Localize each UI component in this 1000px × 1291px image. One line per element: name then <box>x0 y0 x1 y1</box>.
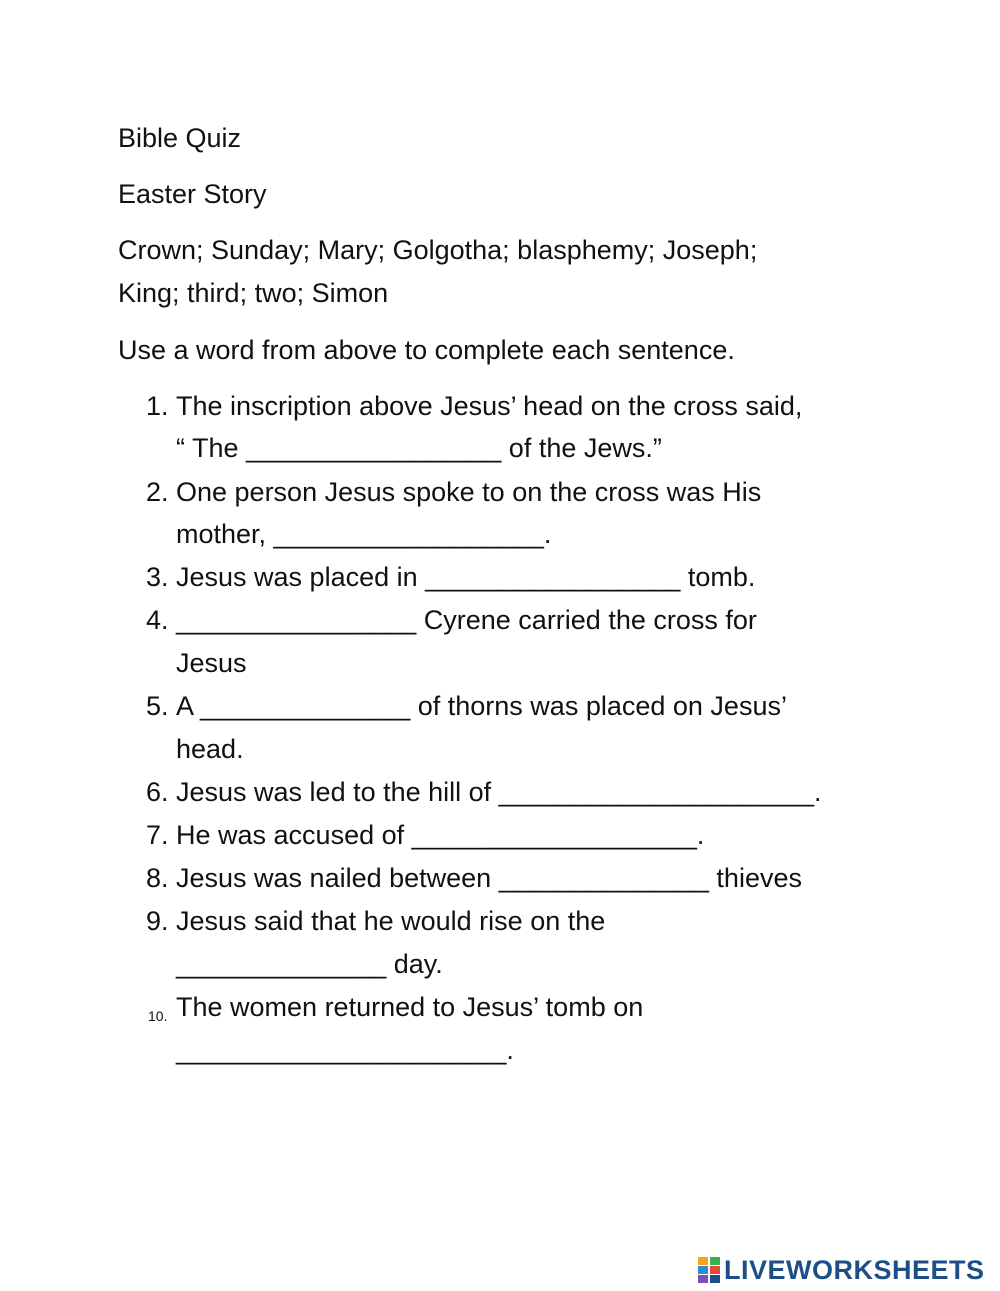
question-number: 5. <box>146 691 169 721</box>
question-text: Jesus was placed in _________________ tomb. <box>176 562 756 592</box>
liveworksheets-logo-text: LIVEWORKSHEETS <box>724 1254 985 1285</box>
question-text: Jesus was nailed between ______________ thieves <box>176 863 802 893</box>
instructions: Use a word from above to complete each sentence. <box>118 335 735 365</box>
question-number: 8. <box>146 863 169 893</box>
question-text: The women returned to Jesus’ tomb on <box>176 992 644 1022</box>
liveworksheets-logo-icon <box>698 1257 720 1283</box>
question-number: 1. <box>146 391 169 421</box>
question-text: A ______________ of thorns was placed on Jesus’ <box>176 691 787 721</box>
liveworksheets-logo <box>698 1255 985 1285</box>
question-text: Jesus was led to the hill of _____________________. <box>176 777 822 807</box>
question-number: 2. <box>146 477 169 507</box>
page-title: Bible Quiz <box>118 123 242 153</box>
question-text: head. <box>176 734 244 764</box>
word-bank-line-2: King; third; two; Simon <box>118 278 389 308</box>
question-number: 7. <box>146 820 169 850</box>
question-number: 9. <box>146 906 169 936</box>
question-text: “ The _________________ of the Jews.” <box>176 433 662 463</box>
question-text: He was accused of ___________________. <box>176 820 705 850</box>
question-text: Jesus said that he would rise on the <box>176 906 606 936</box>
question-number: 3. <box>146 562 169 592</box>
question-text: ________________ Cyrene carried the cross for <box>176 605 757 635</box>
question-text: ______________________. <box>176 1035 514 1065</box>
question-number: 10. <box>148 1008 168 1024</box>
page-subtitle: Easter Story <box>118 179 267 209</box>
question-text: Jesus <box>176 648 247 678</box>
question-text: mother, __________________. <box>176 519 552 549</box>
question-number: 4. <box>146 605 169 635</box>
word-bank-line-1: Crown; Sunday; Mary; Golgotha; blasphemy; Joseph; <box>118 235 758 265</box>
question-number: 6. <box>146 777 169 807</box>
question-text: ______________ day. <box>176 949 443 979</box>
question-text: The inscription above Jesus’ head on the cross said, <box>176 391 803 421</box>
question-text: One person Jesus spoke to on the cross was His <box>176 477 762 507</box>
